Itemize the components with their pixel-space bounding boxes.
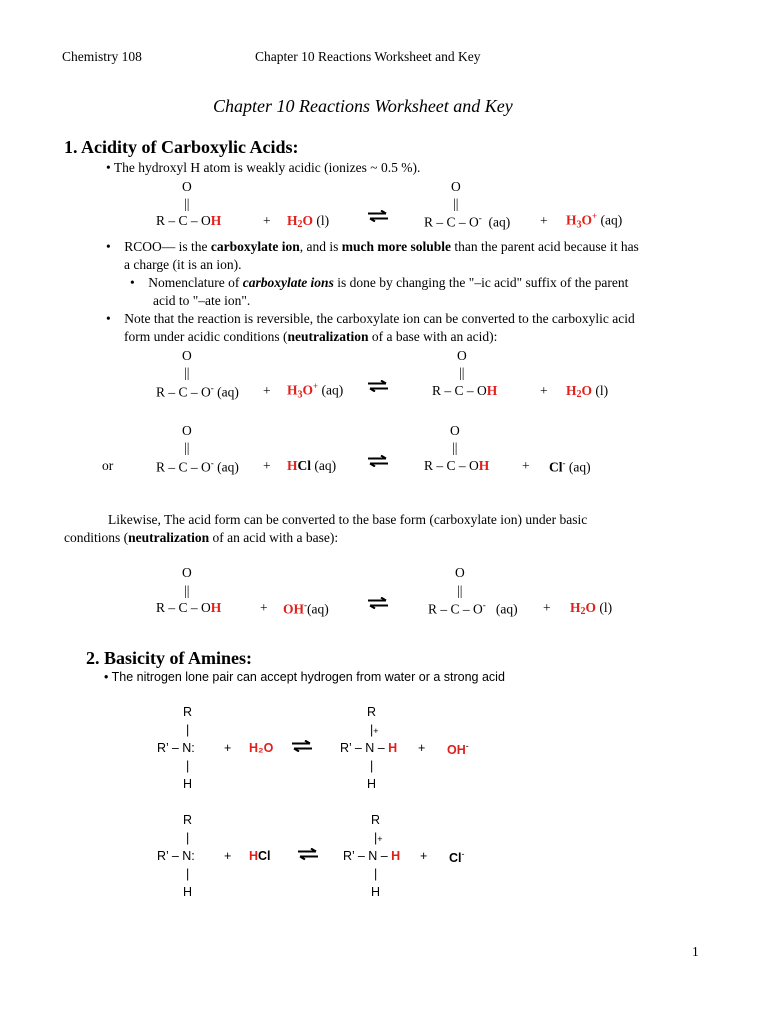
r3-or-label: or [102, 458, 114, 473]
r2-hydronium: $H_3O^+$ (aq) [287, 381, 344, 401]
a2-r-top-left: R [183, 813, 193, 827]
a1-h-bottom-left: H [183, 777, 193, 791]
a1-h-bottom-right: H [367, 777, 377, 791]
a1-bond-top-right: |+ [370, 723, 379, 737]
r1-oxygen-left: O [182, 179, 192, 194]
a2-amine: R’ – N: [157, 849, 195, 863]
r3-plus2: + [522, 458, 530, 473]
equilibrium-arrow-icon [367, 597, 389, 609]
header-course: Chemistry 108 [62, 49, 142, 64]
section2-heading: 2. Basicity of Amines: [86, 648, 252, 668]
r3-chloride: Cl- (aq) [549, 458, 591, 475]
a2-h-bottom-right: H [371, 885, 381, 899]
r4-carboxylate: R – C – O- (aq) [428, 600, 518, 617]
a1-hydroxide: OH- [447, 741, 469, 758]
s1-bullet3: • Nomenclature of carboxylate ions is done by changing the "–ic acid" suffix of the parent [130, 275, 629, 290]
a2-chloride: Cl- [449, 849, 465, 866]
r1-plus1: + [263, 213, 271, 228]
r2-carboxylate: R – C – O- (aq) [156, 383, 239, 400]
r1-hydronium: $H_3O^+$ (aq) [566, 211, 623, 231]
a2-hcl: HCl [249, 849, 271, 863]
likewise-line1: Likewise, The acid form can be converted to the base form (carboxylate ion) under basic [108, 512, 588, 527]
equilibrium-arrow-icon [367, 455, 389, 467]
r1-double-bond-left: || [184, 196, 190, 211]
s1-bullet1-text: The hydroxyl H atom is weakly acidic (ionizes ~ 0.5 %). [113, 160, 421, 175]
r4-oxygen-left: O [182, 565, 192, 580]
r1-plus2: + [540, 213, 548, 228]
r1-carboxylate: R – C – O- (aq) [424, 213, 511, 230]
s1-bullet2: • RCOO— is the carboxylate ion, and is much more soluble than the parent acid because it has [106, 239, 639, 254]
r4-double-bond-right: || [457, 583, 463, 598]
a2-plus1: + [224, 849, 232, 863]
r4-plus2: + [543, 600, 551, 615]
a2-bond-top-right: |+ [374, 831, 383, 845]
a1-r-top-right: R [367, 705, 377, 719]
r4-double-bond-left: || [184, 583, 190, 598]
a1-r-top-left: R [183, 705, 193, 719]
r1-acid: R – C – OH [156, 213, 222, 228]
a2-r-top-right: R [371, 813, 381, 827]
a1-bond-bottom-right: | [370, 759, 374, 773]
r3-plus1: + [263, 458, 271, 473]
r1-double-bond-right: || [453, 196, 459, 211]
r2-plus1: + [263, 383, 271, 398]
r2-double-bond-right: || [459, 365, 465, 380]
r3-hcl: HCl (aq) [287, 458, 337, 473]
r2-plus2: + [540, 383, 548, 398]
r3-acid: R – C – OH [424, 458, 490, 473]
equilibrium-arrow-icon [367, 210, 389, 222]
a1-bond-top-left: | [186, 723, 190, 737]
s1-bullet1: • The hydroxyl H atom is weakly acidic (ionizes ~ 0.5 %). [106, 160, 421, 175]
equilibrium-arrow-icon [297, 848, 319, 860]
doc-title: Chapter 10 Reactions Worksheet and Key [213, 96, 513, 116]
r2-double-bond-left: || [184, 365, 190, 380]
a1-water: H₂O [249, 741, 274, 755]
r3-oxygen-right: O [450, 423, 460, 438]
a1-bond-bottom-left: | [186, 759, 190, 773]
page-number: 1 [692, 944, 699, 959]
section1-heading: 1. Acidity of Carboxylic Acids: [64, 137, 299, 157]
r4-hydroxide: OH-(aq) [283, 600, 329, 617]
header-title: Chapter 10 Reactions Worksheet and Key [255, 49, 481, 64]
r4-acid: R – C – OH [156, 600, 222, 615]
r2-acid: R – C – OH [432, 383, 498, 398]
r4-water: H2O (l) [570, 600, 613, 617]
a1-plus2: + [418, 741, 426, 755]
r2-water: H2O (l) [566, 383, 609, 400]
s2-bullet1: • The nitrogen lone pair can accept hydrogen from water or a strong acid [104, 670, 505, 684]
s1-bullet4: • Note that the reaction is reversible, the carboxylate ion can be converted to the carboxylic acid [106, 311, 635, 326]
r2-oxygen-right: O [457, 348, 467, 363]
r2-oxygen-left: O [182, 348, 192, 363]
a2-ammonium: R’ – N – H [343, 849, 401, 863]
r3-carboxylate: R – C – O- (aq) [156, 458, 239, 475]
a1-amine: R’ – N: [157, 741, 195, 755]
a2-bond-bottom-right: | [374, 867, 378, 881]
r3-double-bond-left: || [184, 440, 190, 455]
likewise-line2: conditions (neutralization of an acid with a base): [64, 530, 339, 545]
r1-water: H2O (l) [287, 213, 330, 230]
a1-ammonium: R’ – N – H [340, 741, 398, 755]
a2-bond-top-left: | [186, 831, 190, 845]
a2-plus2: + [420, 849, 428, 863]
r1-oxygen-right: O [451, 179, 461, 194]
a2-h-bottom-left: H [183, 885, 193, 899]
r3-double-bond-right: || [452, 440, 458, 455]
r3-oxygen-left: O [182, 423, 192, 438]
equilibrium-arrow-icon [367, 380, 389, 392]
equilibrium-arrow-icon [291, 740, 313, 752]
s1-bullet3-line2: acid to "–ate ion". [153, 293, 251, 308]
r4-plus1: + [260, 600, 268, 615]
r4-oxygen-right: O [455, 565, 465, 580]
a1-plus1: + [224, 741, 232, 755]
s1-bullet2-line2: a charge (it is an ion). [124, 257, 242, 272]
s1-bullet4-line2: form under acidic conditions (neutralization of a base with an acid): [124, 329, 498, 344]
a2-bond-bottom-left: | [186, 867, 190, 881]
